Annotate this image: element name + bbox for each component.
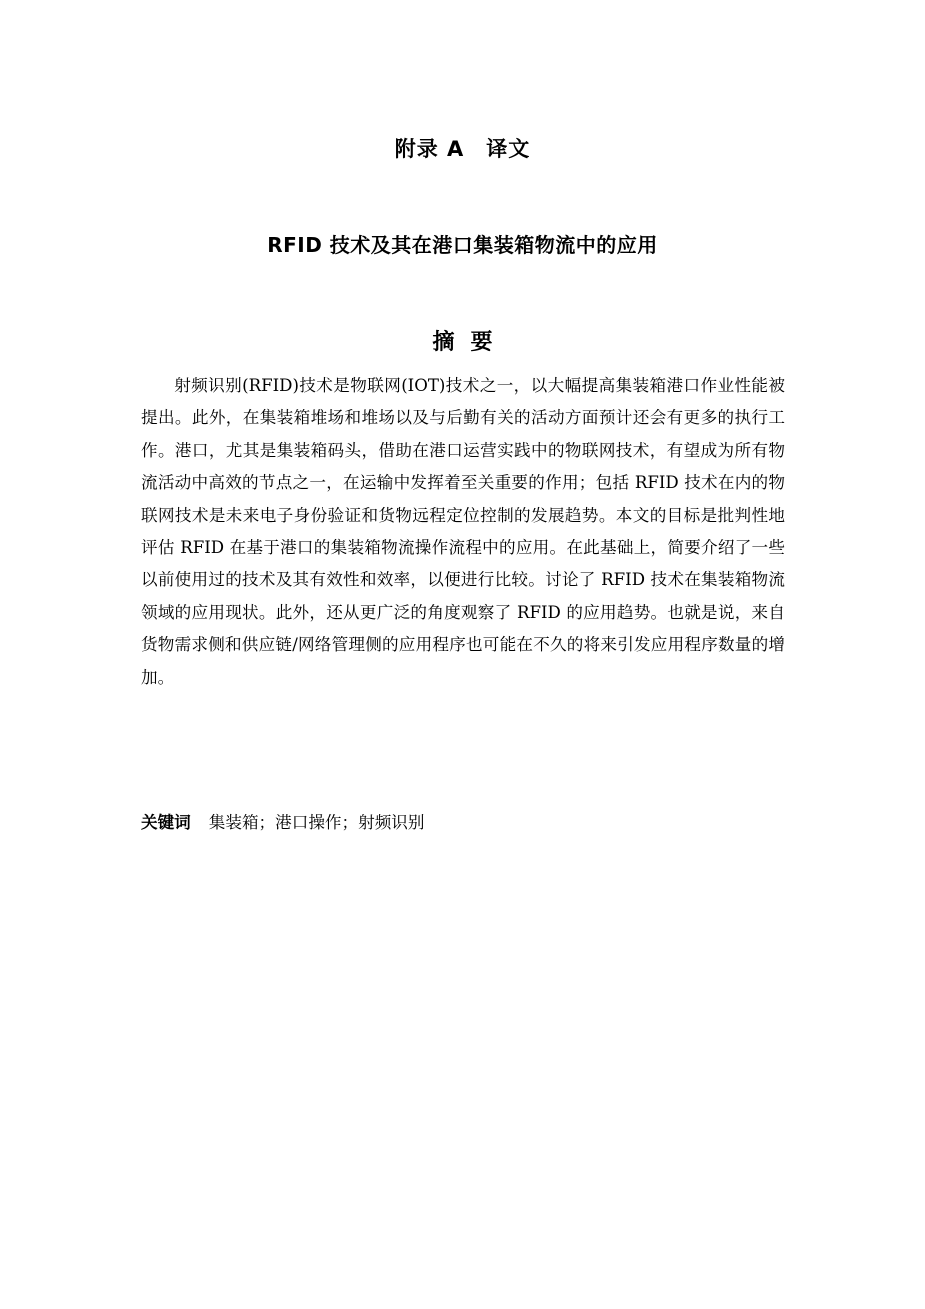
abstract-body: 射频识别(RFID)技术是物联网(IOT)技术之一，以大幅提高集装箱港口作业性能被提出。此外，在集装箱堆场和堆场以及与后勤有关的活动方面预计还会有更多的执行工作。港口，尤其是集装箱码头，借助在港口运营实践中的物联网技术，有望成为所有物流活动中高效的节点之一，在运输中发挥着至关重要的作用；包括 RFID 技术在内的物联网技术是未来电子身份验证和货物远程定位控制的发展趋势。本文的目标是批判性地评估 RFID 在基于港口的集装箱物流操作流程中的应用。在此基础上，简要介绍了一些以前使用过的技术及其有效性和效率，以便进行比较。讨论了 RFID 技术在集装箱物流领域的应用现状。此外，还从更广泛的角度观察了 RFID 的应用趋势。也就是说，来自货物需求侧和供应链/网络管理侧的应用程序也可能在不久的将来引发应用程序数量的增加。 (141, 376, 785, 687)
keywords-line (141, 808, 785, 838)
appendix-title: 附录 A 译文 (394, 137, 531, 161)
abstract-heading: 摘要 (432, 330, 509, 355)
keywords-text: 集装箱；港口操作；射频识别 (208, 813, 425, 832)
keywords-label: 关键词 (141, 813, 191, 832)
paper-title: RFID 技术及其在港口集装箱物流中的应用 (267, 233, 658, 257)
